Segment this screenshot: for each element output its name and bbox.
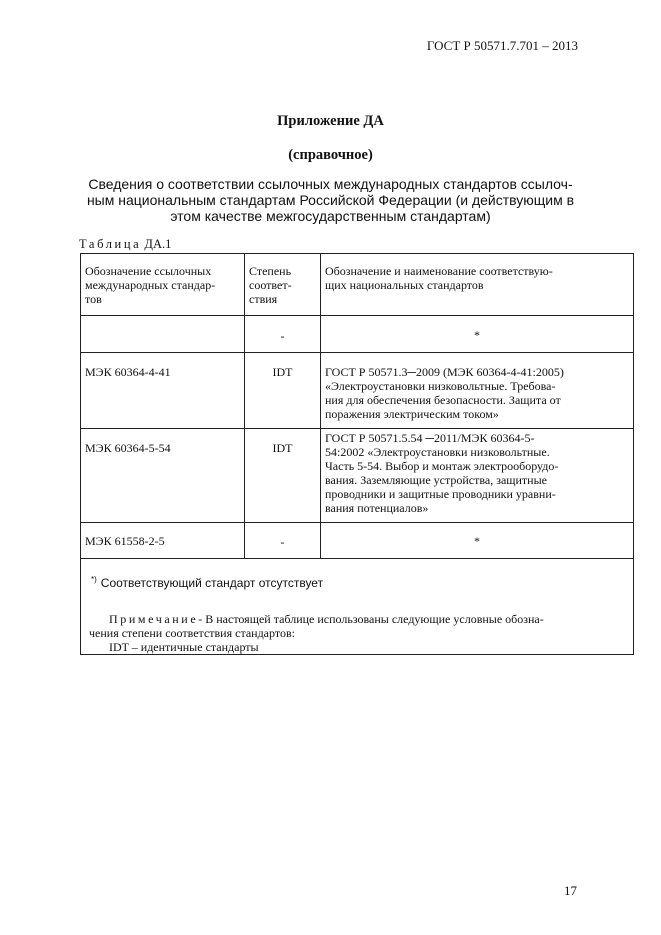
header-line: Обозначение ссылочных [85, 264, 212, 278]
table-row [81, 353, 634, 429]
table-footer-row [81, 559, 634, 655]
cell-text: ния для обеспечения безопасности. Защита от [325, 393, 561, 407]
cell-ref [81, 316, 245, 353]
note-line: чения степени соответствия стандартов: [89, 626, 295, 640]
cell-text: «Электроустановки низковольтные. Требова- [325, 379, 556, 393]
cell-ref [81, 429, 245, 523]
intro-text [70, 176, 591, 224]
cell-text: поражения электрическим током» [325, 407, 499, 421]
header-line: щих национальных стандартов [325, 278, 484, 292]
header-line: тов [85, 292, 102, 306]
note-line [89, 612, 629, 626]
cell-text: вания потенциалов» [325, 501, 429, 515]
cell-degree: IDT [245, 353, 321, 429]
table-header-row [81, 254, 634, 316]
cell-national [321, 523, 634, 559]
table-footer [81, 559, 634, 655]
header-ref-standard [81, 254, 245, 316]
header-national-standard [321, 254, 634, 316]
cell-text: МЭК 60364-4-41 [85, 365, 171, 379]
cell-national [321, 316, 634, 353]
table-note [89, 612, 629, 654]
intro-line: ным национальным стандартам Российской Федерации (и действующим в [86, 192, 575, 208]
caption-label: Таблица [79, 237, 142, 251]
cell-national [321, 429, 634, 523]
table-caption [79, 237, 171, 252]
cell-text: * [474, 328, 480, 342]
cell-text: 54:2002 «Электроустановки низковольтные. [325, 445, 550, 459]
note-line: IDT – идентичные стандарты [109, 640, 259, 654]
intro-line: Сведения о соответствии ссылочных международных стандартов ссылоч- [88, 176, 573, 192]
cell-text: ГОСТ Р 50571.5.54 ─2011/МЭК 60364-5- [325, 431, 535, 445]
cell-text: проводники и защитные проводники уравни- [325, 487, 556, 501]
cell-ref [81, 353, 245, 429]
cell-text: * [474, 534, 480, 548]
header-line: международных стандар- [85, 278, 216, 292]
header-line: Степень [249, 264, 292, 278]
document-code: ГОСТ Р 50571.7.701 – 2013 [426, 38, 578, 53]
cell-degree: - [245, 523, 321, 559]
footnote-mark: *) [91, 575, 97, 584]
appendix-title: Приложение ДА [277, 113, 384, 129]
cell-degree: - [245, 316, 321, 353]
appendix-subtitle: (справочное) [288, 147, 373, 163]
note-text: - В настоящей таблице использованы следующие условные обозна- [198, 612, 544, 626]
table-row [81, 429, 634, 523]
header-line: Обозначение и наименование соответствую- [325, 264, 553, 278]
cell-text: вания. Заземляющие устройства, защитные [325, 473, 547, 487]
cell-text: МЭК 60364-5-54 [85, 441, 171, 455]
footnote [91, 573, 629, 590]
table-row [81, 523, 634, 559]
caption-number: ДА.1 [141, 237, 172, 251]
page-number: 17 [564, 883, 577, 898]
header-line: соответ- [249, 278, 292, 292]
correspondence-table [80, 253, 634, 655]
cell-text: МЭК 61558-2-5 [85, 534, 165, 548]
cell-ref [81, 523, 245, 559]
table-row [81, 316, 634, 353]
header-line: ствия [249, 292, 278, 306]
cell-text: Часть 5-54. Выбор и монтаж электрооборудо- [325, 459, 559, 473]
footnote-text: Соответствующий стандарт отсутствует [100, 576, 324, 590]
header-degree [245, 254, 321, 316]
cell-national [321, 353, 634, 429]
note-label: Примечание [109, 612, 199, 626]
cell-degree: IDT [245, 429, 321, 523]
intro-line: этом качестве межгосударственным стандартам) [170, 208, 491, 224]
cell-text: ГОСТ Р 50571.3─2009 (МЭК 60364-4-41:2005) [325, 365, 564, 379]
